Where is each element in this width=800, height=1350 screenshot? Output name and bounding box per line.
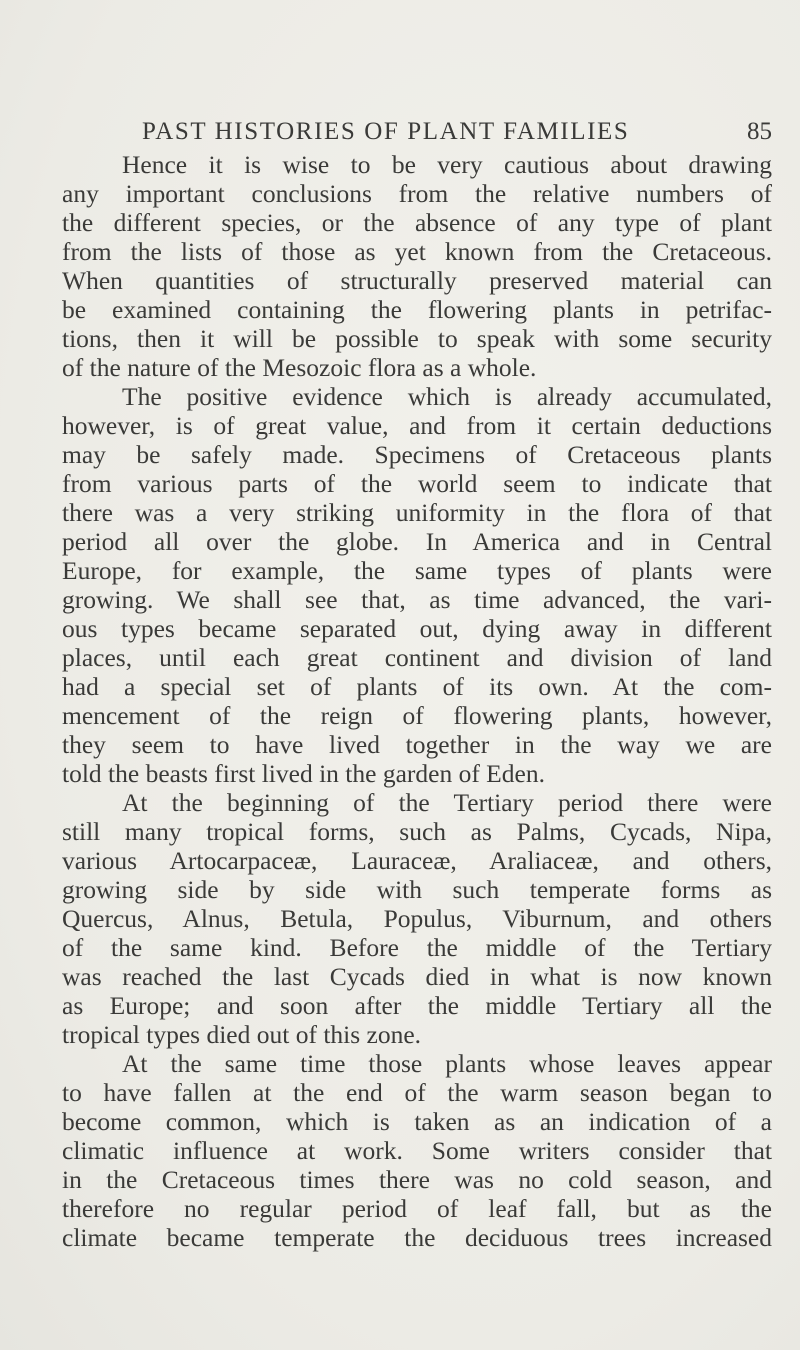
text-line: to have fallen at the end of the warm season began to (62, 1078, 772, 1107)
text-line: Europe, for example, the same types of plants were (62, 556, 772, 585)
page-number: 85 (747, 118, 772, 145)
text-line: from various parts of the world seem to indicate that (62, 469, 772, 498)
running-head (142, 118, 772, 148)
text-line: At the same time those plants whose leaves appear (122, 1049, 772, 1078)
paragraph-4 (62, 1049, 772, 1252)
text-line: When quantities of structurally preserved material can (62, 266, 772, 295)
text-line: Quercus, Alnus, Betula, Populus, Viburnum, and others (62, 904, 772, 933)
text-line: tions, then it will be possible to speak with some security (62, 324, 772, 353)
running-title: PAST HISTORIES OF PLANT FAMILIES (142, 118, 630, 145)
text-line: there was a very striking uniformity in the flora of that (62, 498, 772, 527)
text-line: places, until each great continent and division of land (62, 643, 772, 672)
text-line: any important conclusions from the relative numbers of (62, 179, 772, 208)
text-line: various Artocarpaceæ, Lauraceæ, Araliaceæ, and others, (62, 846, 772, 875)
text-line: from the lists of those as yet known from the Cretaceous. (62, 237, 772, 266)
text-line: of the nature of the Mesozoic flora as a whole. (62, 353, 537, 382)
text-line: be examined containing the flowering plants in petrifac- (62, 295, 772, 324)
text-line: in the Cretaceous times there was no cold season, and (62, 1165, 772, 1194)
text-line: had a special set of plants of its own. At the com- (62, 672, 772, 701)
text-line: become common, which is taken as an indication of a (62, 1107, 772, 1136)
text-line: growing side by side with such temperate forms as (62, 875, 772, 904)
text-line: as Europe; and soon after the middle Tertiary all the (62, 991, 772, 1020)
text-line: ous types became separated out, dying away in different (62, 614, 772, 643)
text-line: told the beasts first lived in the garden of Eden. (62, 759, 545, 788)
text-line: the different species, or the absence of any type of plant (62, 208, 772, 237)
text-line: tropical types died out of this zone. (62, 1020, 422, 1049)
text-line: The positive evidence which is already accumulated, (122, 382, 772, 411)
text-line: Hence it is wise to be very cautious about drawing (122, 150, 772, 179)
paragraph-2 (62, 382, 772, 788)
text-line: therefore no regular period of leaf fall, but as the (62, 1194, 772, 1223)
text-line: mencement of the reign of flowering plants, however, (62, 701, 772, 730)
text-line: however, is of great value, and from it certain deductions (62, 411, 772, 440)
text-line: At the beginning of the Tertiary period there were (122, 788, 772, 817)
text-line: of the same kind. Before the middle of the Tertiary (62, 933, 772, 962)
text-line: climatic influence at work. Some writers consider that (62, 1136, 772, 1165)
text-line: still many tropical forms, such as Palms, Cycads, Nipa, (62, 817, 772, 846)
text-line: may be safely made. Specimens of Cretaceous plants (62, 440, 772, 469)
text-line: period all over the globe. In America and in Central (62, 527, 772, 556)
text-line: was reached the last Cycads died in what is now known (62, 962, 772, 991)
text-line: climate became temperate the deciduous trees increased (62, 1223, 772, 1252)
body-text (62, 150, 772, 1252)
text-line: they seem to have lived together in the way we are (62, 730, 772, 759)
paragraph-3 (62, 788, 772, 1049)
text-line: growing. We shall see that, as time advanced, the vari- (62, 585, 772, 614)
paragraph-1 (62, 150, 772, 382)
